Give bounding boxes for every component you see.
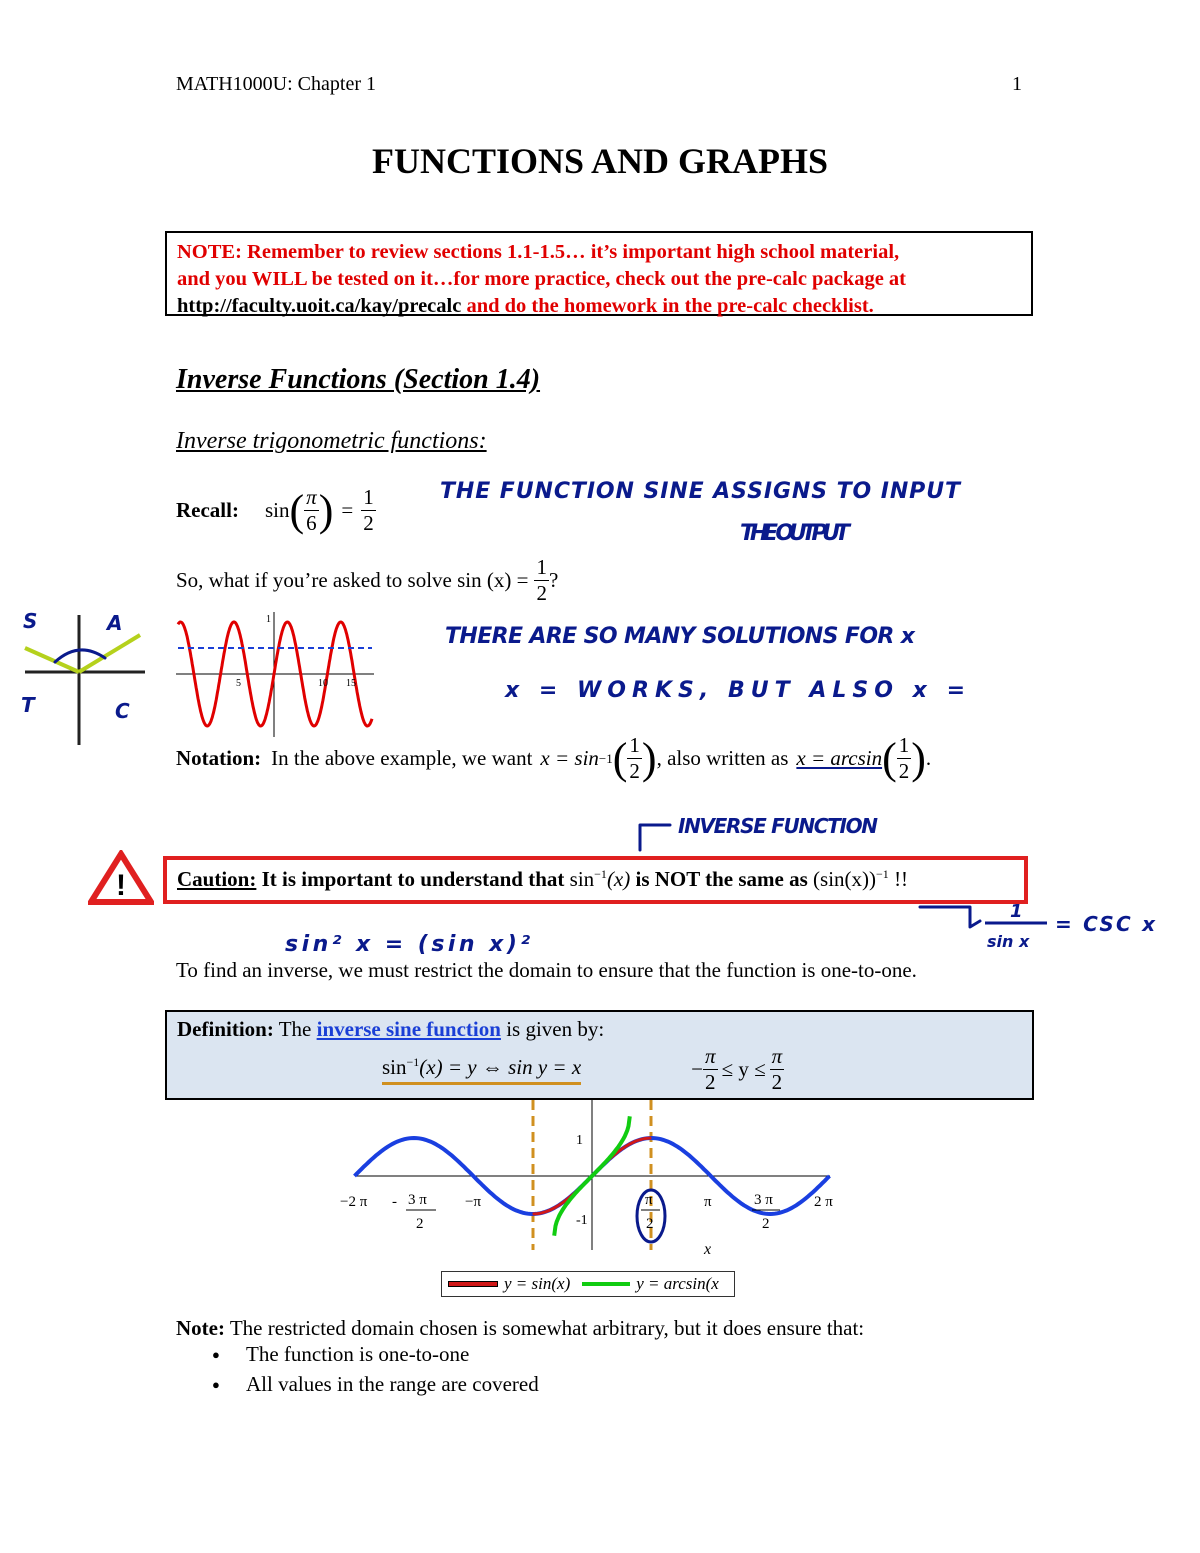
svg-text:3 π: 3 π [408,1192,427,1208]
legend-label-sin: y = sin(x) [504,1274,571,1293]
svg-text:2: 2 [762,1216,770,1232]
recall-line: Recall: sin ( $\frac{\pi}{6}$ ) = $\frac{1}{2}$ [176,485,374,535]
small-sine-plot [176,612,376,737]
cast-sketch [15,600,155,750]
svg-text:THERE ARE SO MANY SOLUTIONS FO: THERE ARE SO MANY SOLUTIONS FOR x [445,624,915,649]
svg-text:!: ! [116,869,126,902]
notation-label: Notation: [176,746,262,770]
y-tick-1: 1 [576,1133,583,1148]
svg-text:10: 10 [318,678,328,689]
page-number: 1 [1012,73,1022,95]
x-tick-neg3pi2 [392,1192,436,1232]
page-title: FUNCTIONS AND GRAPHS [371,141,829,181]
handwritten-note-inverse-function [630,805,890,855]
svg-text:INVERSE FUNCTION: INVERSE FUNCTION [678,814,878,838]
svg-text:2: 2 [646,1216,654,1232]
note-box [165,231,1033,316]
note-line: Note: The restricted domain chosen is somewhat arbitrary, but it does ensure that: [176,1316,865,1340]
svg-text:= CSC x: = CSC x [1055,912,1155,936]
handwritten-note-csc [915,895,1175,955]
handwritten-note-sine-assigns [440,470,1120,560]
svg-text:3 π: 3 π [754,1192,773,1208]
svg-text:A: A [107,611,123,635]
restrict-text: To find an inverse, we must restrict the domain to ensure that the function is one-to-one. [176,958,917,982]
x-tick-negpi: −π [465,1194,482,1210]
note-line-1: NOTE: Remember to review sections 1.1-1.5… it’s important high school material, [177,241,900,263]
section-heading: Inverse Functions (Section 1.4) [176,364,541,395]
definition-box: Definition: The inverse sine function is given by: $\sin^{-1}(x) = y$ ⇔ sin y = x − $\frac{\pi}{2}$ ≤ y ≤ $\frac{\pi}{2}$ [165,1010,1034,1100]
svg-text:1: 1 [1010,901,1023,922]
definition-label: Definition: [177,1017,274,1041]
x-tick-neg2pi: −2 π [340,1194,368,1210]
svg-text:THE FUNCTION SINE ASSIGNS TO I: THE FUNCTION SINE ASSIGNS TO INPUT [440,479,960,504]
svg-text:T: T [21,693,35,717]
inverse-sine-link[interactable]: inverse sine function [316,1017,501,1041]
svg-text:sin x: sin x [987,932,1030,951]
sin-arcsin-graph [340,1100,850,1300]
note-line-2: and you WILL be tested on it…for more practice, check out the pre-calc package at [177,268,907,290]
notation-line: Notation: In the above example, we want x = sin −1 ( $\frac{1}{2}$ ) , also written as x = arcsin ( $\frac{1}{2}$ ) . [176,733,932,783]
svg-text:-: - [392,1194,397,1210]
svg-text:sin² x = (sin x)²: sin² x = (sin x)² [285,932,530,957]
recall-arg: $\frac{\pi}{6}$ [306,485,317,535]
precalc-link[interactable]: http://faculty.uoit.ca/kay/precalc [177,295,462,317]
x-tick-pi: π [704,1194,712,1210]
svg-text:15: 15 [346,678,356,689]
running-header: MATH1000U: Chapter 1 [176,73,376,95]
list-item: ● The function is one-to-one [176,1342,876,1372]
recall-label: Recall: [176,498,239,522]
y-tick-neg1: -1 [576,1213,588,1228]
handwritten-note-many-solutions [445,615,1005,715]
caution-label: Caution: [177,867,257,891]
legend-swatch-sin [448,1281,498,1287]
svg-text:5: 5 [236,678,241,689]
svg-text:C: C [115,699,130,723]
caution-box: Caution: It is important to understand that $\sin^{-1}(x)$ is NOT the same as $(\sin(x))^{-1}$ !! [163,856,1028,904]
svg-text:1: 1 [266,614,271,625]
definition-formula: $\sin^{-1}(x) = y$ ⇔ sin y = x [382,1055,581,1085]
svg-text:π: π [645,1192,653,1208]
sub-heading: Inverse trigonometric functions: [176,428,487,454]
legend-label-arcsin: y = arcsin(x [636,1274,719,1293]
note-bullets [176,1342,876,1402]
note-label: Note: [176,1316,225,1340]
graph-legend [441,1271,735,1297]
question-line: So, what if you’re asked to solve sin (x) = $\frac{1}{2}$ ? [176,555,559,605]
svg-text:S: S [23,609,38,633]
x-axis-label: x [704,1241,712,1258]
x-tick-2pi: 2 π [814,1194,833,1210]
svg-text:THE OUTPUT: THE OUTPUT [740,521,850,546]
note-line-3: http://faculty.uoit.ca/kay/precalc and do the homework in the pre-calc checklist. [177,295,874,317]
warning-icon [88,850,154,906]
list-item: ● All values in the range are covered [176,1372,876,1402]
svg-text:x = WORKS, BUT ALSO x =: x = WORKS, BUT ALSO x = [505,678,965,703]
legend-swatch-arcsin [582,1282,630,1286]
svg-text:2: 2 [416,1216,424,1232]
recall-value: $\frac{1}{2}$ [363,485,374,535]
